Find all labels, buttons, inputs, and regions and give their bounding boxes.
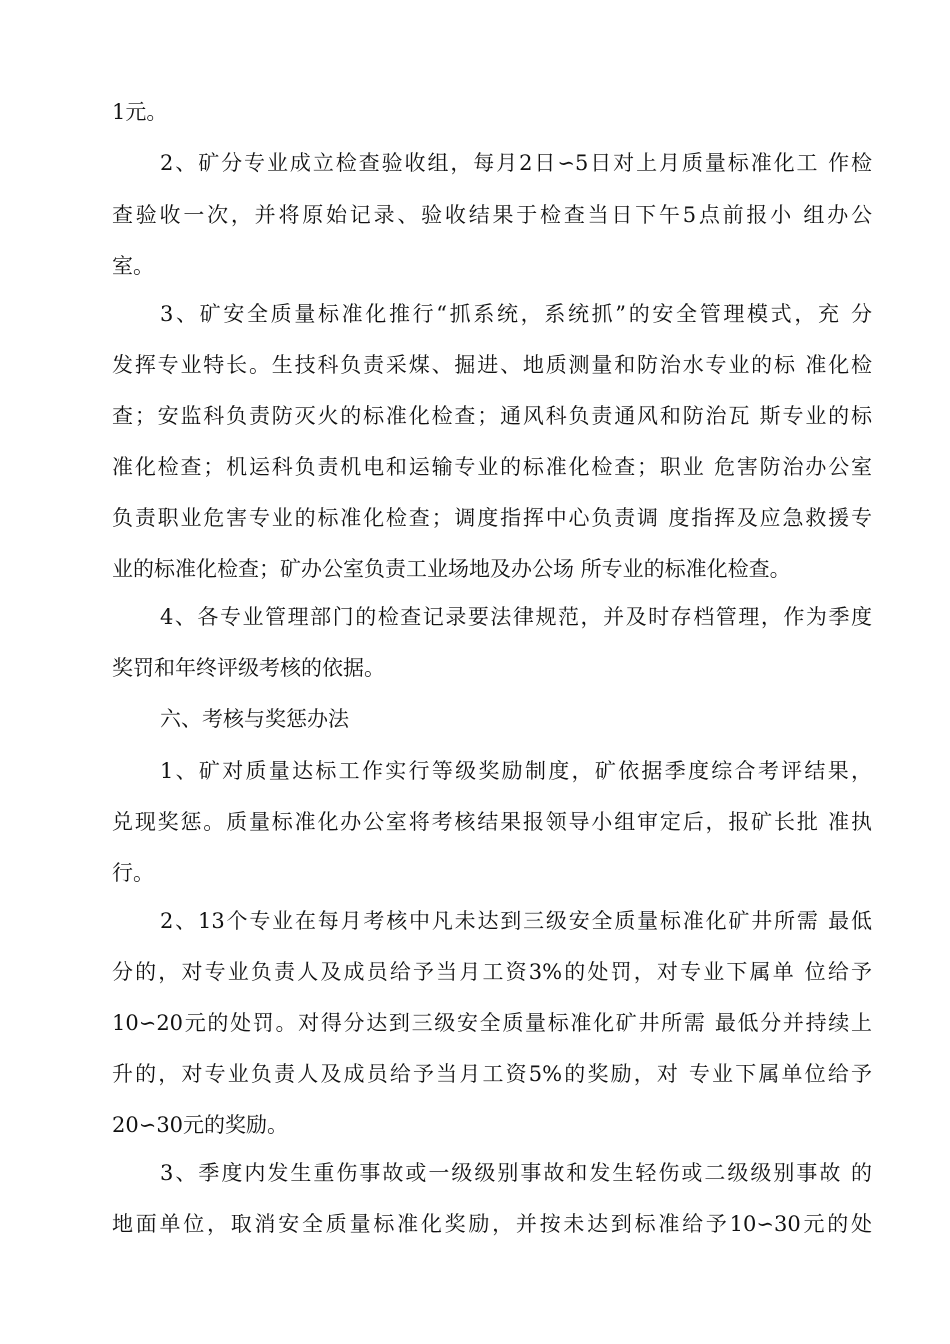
paragraph-3-line-4: 准化检查；机运科负责机电和运输专业的标准化检查；职业 危害防治办公室 bbox=[112, 455, 872, 479]
paragraph-7-line-1: 2、13个专业在每月考核中凡未达到三级安全质量标准化矿井所需 最低 bbox=[160, 909, 872, 933]
paragraph-3-line-1: 3、矿安全质量标准化推行“抓系统，系统抓”的安全管理模式，充 分 bbox=[160, 302, 872, 326]
paragraph-3-line-6: 业的标准化检查；矿办公室负责工业场地及办公场 所专业的标准化检查。 bbox=[112, 557, 791, 581]
paragraph-4-line-1: 4、各专业管理部门的检查记录要法律规范，并及时存档管理，作为季度 bbox=[160, 605, 872, 629]
paragraph-2-line-2: 查验收一次，并将原始记录、验收结果于检查当日下午5点前报小 组办公 bbox=[112, 203, 872, 227]
paragraph-3-line-3: 查；安监科负责防灭火的标准化检查；通风科负责通风和防治瓦 斯专业的标 bbox=[112, 404, 872, 428]
paragraph-7-line-3: 10∽20元的处罚。对得分达到三级安全质量标准化矿井所需 最低分并持续上 bbox=[112, 1011, 872, 1035]
paragraph-7-line-2: 分的，对专业负责人及成员给予当月工资3%的处罚，对专业下属单 位给予 bbox=[112, 960, 872, 984]
paragraph-8-line-1: 3、季度内发生重伤事故或一级级别事故和发生轻伤或二级级别事故 的 bbox=[160, 1161, 872, 1185]
paragraph-4-line-2: 奖罚和年终评级考核的依据。 bbox=[112, 656, 385, 680]
text-line-1: 1元。 bbox=[112, 100, 168, 124]
paragraph-2-line-1: 2、矿分专业成立检查验收组，每月2日∽5日对上月质量标准化工 作检 bbox=[160, 151, 872, 175]
paragraph-3-line-5: 负责职业危害专业的标准化检查；调度指挥中心负责调 度指挥及应急救援专 bbox=[112, 506, 872, 530]
paragraph-2-line-3: 室。 bbox=[112, 254, 154, 278]
paragraph-6-line-3: 行。 bbox=[112, 861, 154, 885]
paragraph-7-line-4: 升的，对专业负责人及成员给予当月工资5%的奖励，对 专业下属单位给予 bbox=[112, 1062, 872, 1086]
paragraph-6-line-1: 1、矿对质量达标工作实行等级奖励制度，矿依据季度综合考评结果， bbox=[160, 759, 872, 783]
paragraph-3-line-2: 发挥专业特长。生技科负责采煤、掘进、地质测量和防治水专业的标 准化检 bbox=[112, 353, 872, 377]
paragraph-7-line-5: 20∽30元的奖励。 bbox=[112, 1113, 289, 1137]
paragraph-8-line-2: 地面单位，取消安全质量标准化奖励，并按未达到标准给予10∽30元的处 bbox=[112, 1212, 872, 1236]
paragraph-6-line-2: 兑现奖惩。质量标准化办公室将考核结果报领导小组审定后，报矿长批 准执 bbox=[112, 810, 872, 834]
section-heading: 六、考核与奖惩办法 bbox=[160, 707, 349, 731]
